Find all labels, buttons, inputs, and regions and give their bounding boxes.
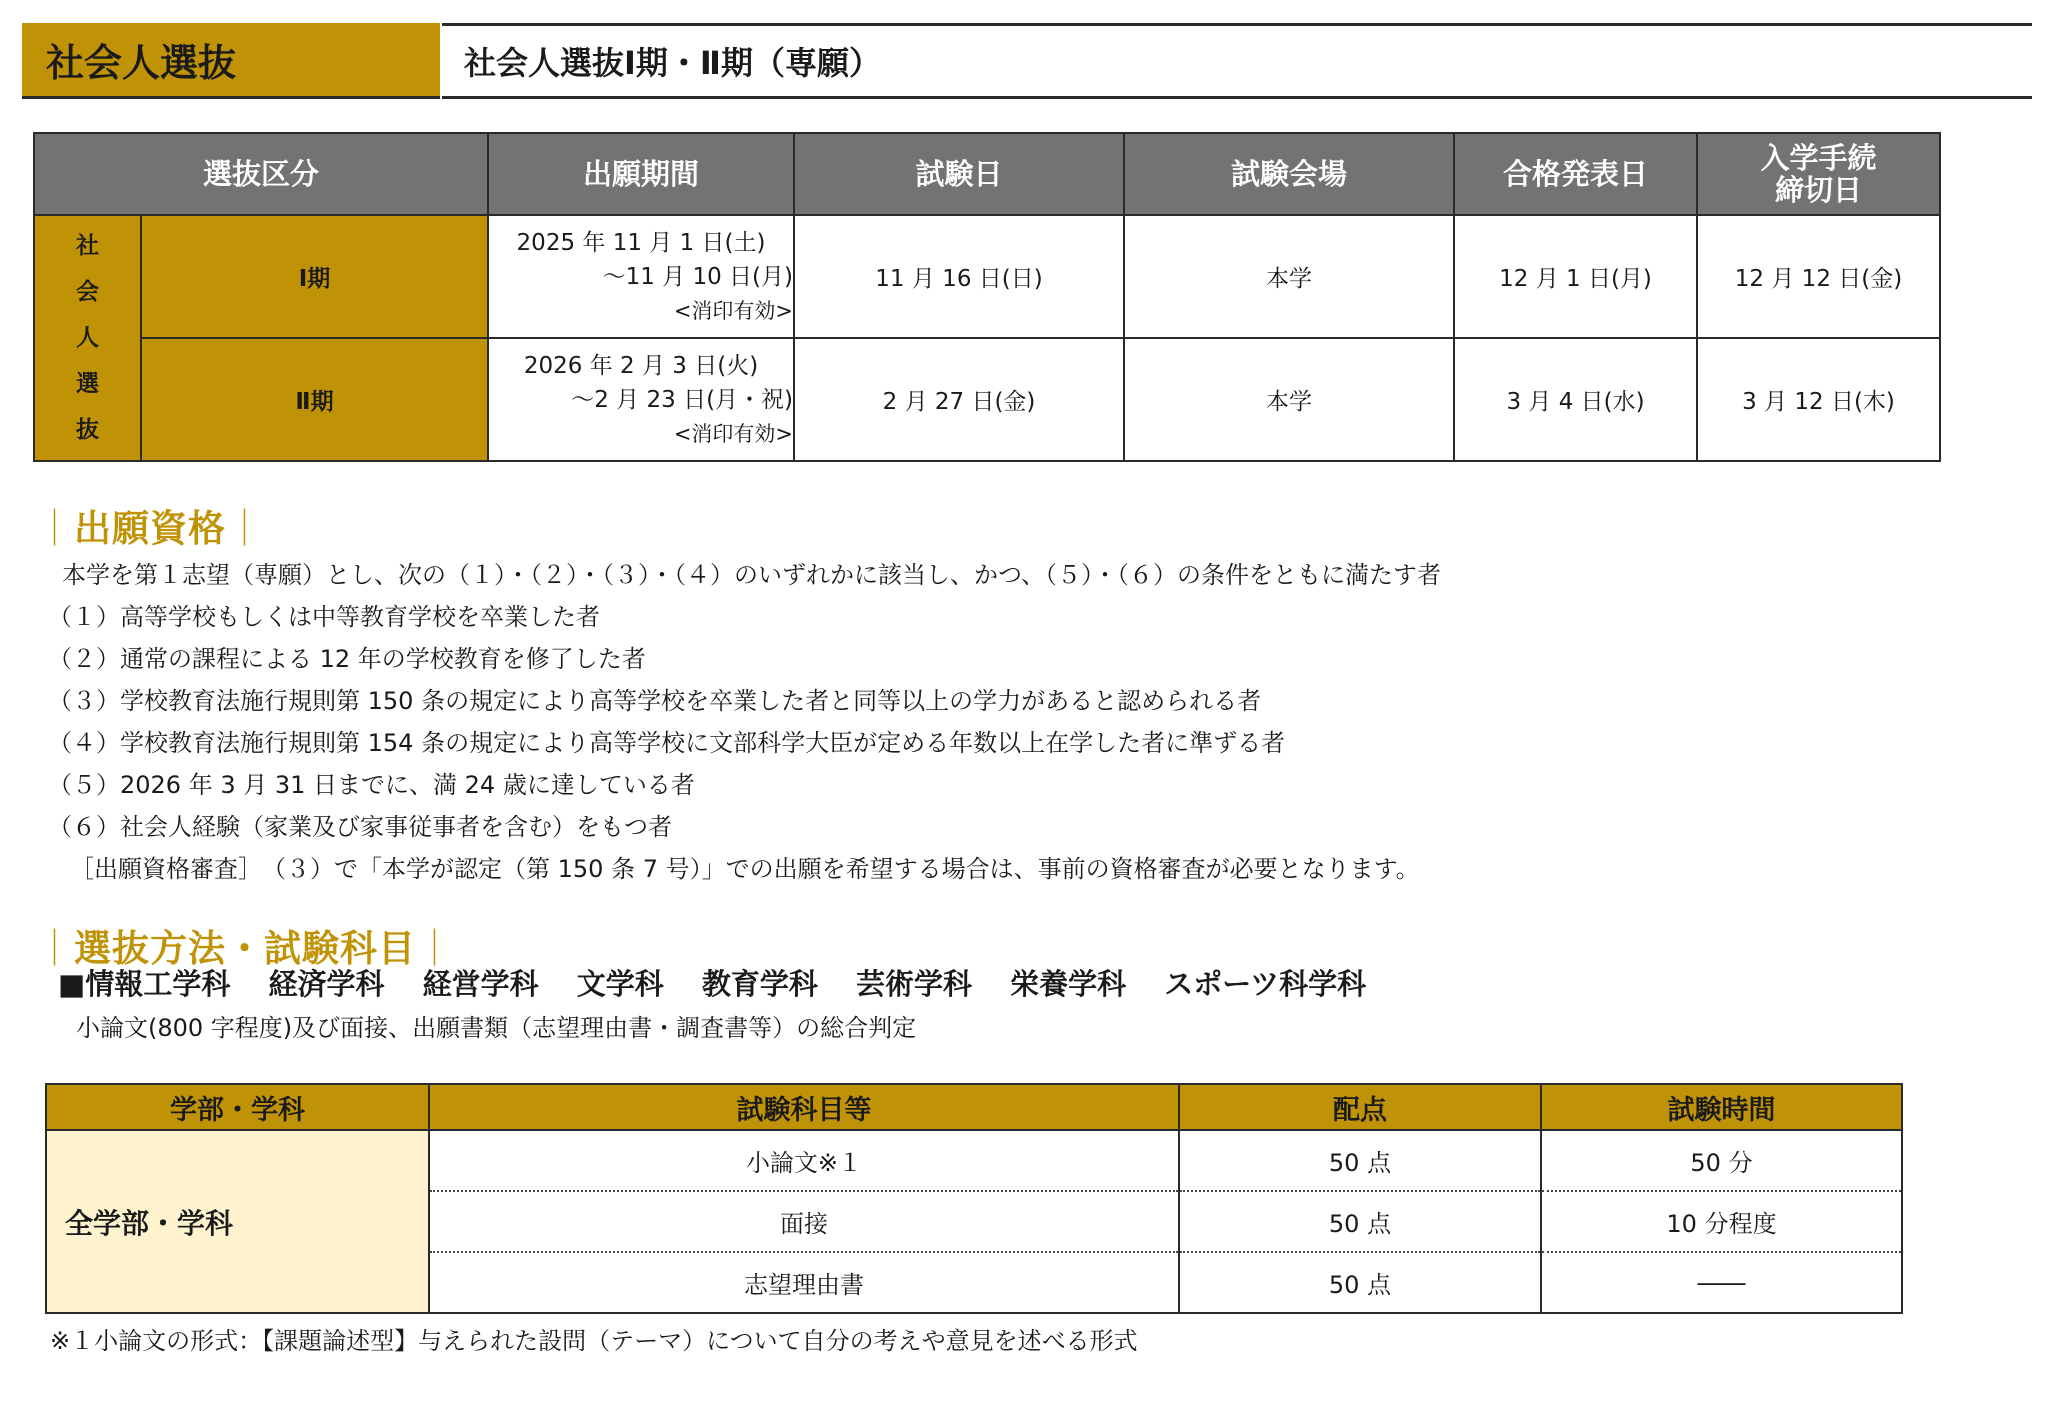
page-title: 社会人選抜Ⅰ期・Ⅱ期（専願） <box>442 23 2032 99</box>
col-header-category: 選抜区分 <box>34 133 488 215</box>
eligibility-item: （４）学校教育法施行規則第 154 条の規定により高等学校に文部科学大臣が定める年数以上在学した者に準ずる者 <box>48 729 1286 757</box>
category-cell <box>34 215 141 461</box>
period-note: <消印有効> <box>673 421 794 446</box>
department-item: 栄養学科 <box>1010 967 1127 1001</box>
exam-date-cell: 2 月 27 日(金) <box>794 338 1124 461</box>
announce-cell: 3 月 4 日(水) <box>1454 338 1697 461</box>
points-cell: 50 点 <box>1179 1252 1541 1313</box>
period-start: 2025 年 11 月 1 日(土) <box>516 229 766 256</box>
venue-cell: 本学 <box>1124 215 1454 338</box>
time-cell: 50 分 <box>1541 1130 1902 1191</box>
heading-bar-right: ｜ <box>416 927 454 970</box>
col-header-points: 配点 <box>1179 1084 1541 1130</box>
department-item: 教育学科 <box>701 967 818 1001</box>
term-cell: Ⅱ期 <box>141 338 488 461</box>
subject-cell: 面接 <box>429 1191 1179 1252</box>
period-cell <box>488 338 794 461</box>
dept-cell: 全学部・学科 <box>46 1130 429 1313</box>
col-header-deadline: 入学手続 締切日 <box>1697 133 1940 215</box>
points-cell: 50 点 <box>1179 1130 1541 1191</box>
col-header-subject: 試験科目等 <box>429 1084 1179 1130</box>
eligibility-item: （１）高等学校もしくは中等教育学校を卒業した者 <box>48 603 600 631</box>
subject-cell: 志望理由書 <box>429 1252 1179 1313</box>
eligibility-heading <box>36 498 264 552</box>
eligibility-title: 出願資格 <box>74 507 226 550</box>
col-header-dept: 学部・学科 <box>46 1084 429 1130</box>
footnote: ※１小論文の形式：【課題論述型】与えられた設問（テーマ）について自分の考えや意見を述べる形式 <box>50 1327 1138 1355</box>
period-end: ～2 月 23 日(月・祝) <box>571 386 794 413</box>
subjects-table <box>45 1083 1903 1314</box>
col-header-exam-date: 試験日 <box>794 133 1124 215</box>
col-header-period: 出願期間 <box>488 133 794 215</box>
heading-bar-left: ｜ <box>36 927 74 970</box>
period-cell <box>488 215 794 338</box>
subjects-header-row <box>46 1084 1902 1130</box>
eligibility-item: （２）通常の課程による 12 年の学校教育を修了した者 <box>48 645 646 673</box>
schedule-row-term1 <box>34 215 1940 338</box>
time-cell: 10 分程度 <box>1541 1191 1902 1252</box>
table-row <box>46 1130 1902 1191</box>
exam-date-cell: 11 月 16 日(日) <box>794 215 1124 338</box>
eligibility-review-note: ［出願資格審査］ （３）で「本学が認定（第 150 条 7 号）」での出願を希望する場合は、事前の資格審査が必要となります。 <box>70 855 1420 883</box>
section-tag: 社会人選抜 <box>22 23 440 99</box>
department-item: ■情報工学科 <box>58 967 231 1001</box>
period-end: ～11 月 10 日(月) <box>602 263 794 290</box>
col-header-announce: 合格発表日 <box>1454 133 1697 215</box>
department-item: 経済学科 <box>268 967 385 1001</box>
department-list <box>58 962 1394 1003</box>
subject-cell: 小論文※１ <box>429 1130 1179 1191</box>
department-item: スポーツ科学科 <box>1164 967 1367 1001</box>
col-header-time: 試験時間 <box>1541 1084 1902 1130</box>
deadline-cell: 3 月 12 日(木) <box>1697 338 1940 461</box>
eligibility-item: （３）学校教育法施行規則第 150 条の規定により高等学校を卒業した者と同等以上の学力があると認められる者 <box>48 687 1262 715</box>
schedule-header-row <box>34 133 1940 215</box>
method-title: 選抜方法・試験科目 <box>74 927 416 970</box>
time-cell: ―― <box>1541 1252 1902 1313</box>
period-note: <消印有効> <box>673 298 794 323</box>
points-cell: 50 点 <box>1179 1191 1541 1252</box>
department-item: 経営学科 <box>422 967 539 1001</box>
deadline-cell: 12 月 12 日(金) <box>1697 215 1940 338</box>
category-vertical-label: 社 会 人 選 抜 <box>76 233 99 443</box>
eligibility-item: （５）2026 年 3 月 31 日までに、満 24 歳に達している者 <box>48 771 695 799</box>
eligibility-item: （６）社会人経験（家業及び家事従事者を含む）をもつ者 <box>48 813 672 841</box>
department-item: 芸術学科 <box>856 967 973 1001</box>
department-item: 文学科 <box>576 967 664 1001</box>
term-cell: Ⅰ期 <box>141 215 488 338</box>
heading-bar-left: ｜ <box>36 507 74 550</box>
method-description: 小論文(800 字程度)及び面接、出願書類（志望理由書・調査書等）の総合判定 <box>76 1014 917 1042</box>
heading-bar-right: ｜ <box>226 507 264 550</box>
period-start: 2026 年 2 月 3 日(火) <box>523 352 759 379</box>
schedule-table <box>33 132 1941 462</box>
schedule-row-term2 <box>34 338 1940 461</box>
announce-cell: 12 月 1 日(月) <box>1454 215 1697 338</box>
venue-cell: 本学 <box>1124 338 1454 461</box>
col-header-venue: 試験会場 <box>1124 133 1454 215</box>
eligibility-intro: 本学を第１志望（専願）とし、次の（１）・（２）・（３）・（４）のいずれかに該当し、かつ、（５）・（６）の条件をともに満たす者 <box>62 561 1442 589</box>
